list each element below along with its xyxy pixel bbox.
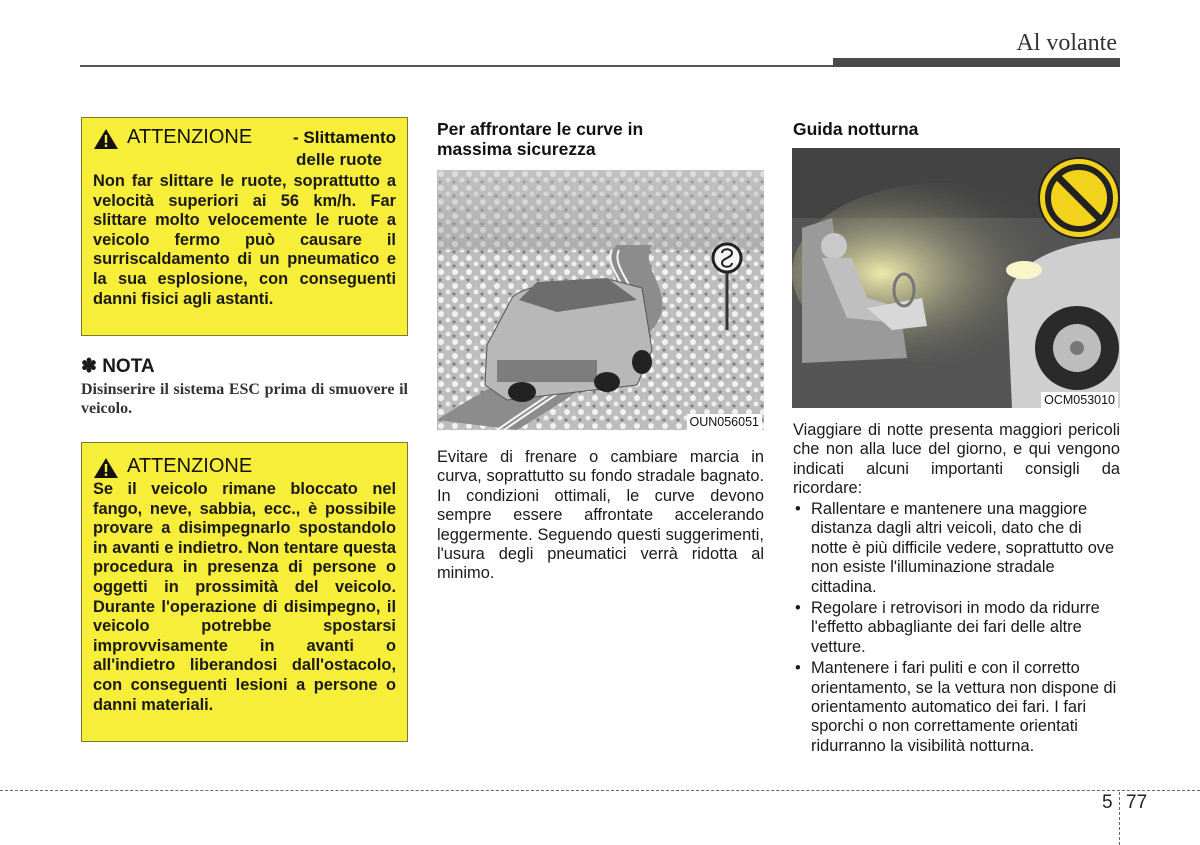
night-tips-list [793,500,1120,758]
note-title: ✽ NOTA [81,356,155,377]
night-intro: Viaggiare di notte presenta maggiori pericoli che non alla luce del giorno, e qui vengono indicati alcuni importanti consigli da ricordare: [793,421,1120,498]
chapter-number: 5 [1102,792,1113,813]
heading-line: massima sicurezza [437,139,596,159]
section-title: Al volante [1016,30,1117,56]
curve-road-image [437,170,764,430]
warning-body: Non far slittare le ruote, soprattutto a velocità superiori ai 56 km/h. Far slittare molto velocemente le ruote a veicolo fermo può causare il surriscaldamento di un pneumatico e la sua esplosione, con conseguenti danni fisici agli astanti. [93,172,396,308]
header-rule [80,65,840,67]
header-rule-thick [833,58,1120,67]
heading-line: Per affrontare le curve in [437,119,644,139]
warning-box-stuck [81,442,408,742]
warning-title: ATTENZIONE [127,455,253,477]
list-item: • Rallentare e mantenere una maggiore distanza dagli altri veicoli, dato che di notte è più difficile vedere, soprattutto ove non esiste l'illuminazione stradale cittadina. [793,500,1120,597]
curves-body: Evitare di frenare o cambiare marcia in curva, soprattutto su fondo stradale bagnato. In condizioni ottimali, le curve devono sempre essere affrontate accelerando leggermente. Seguendo questi suggerimenti, l'usura degli pneumatici verrà ridotta al minimo. [437,448,764,583]
warning-triangle-icon [93,128,119,150]
section-heading-curves [437,119,767,159]
no-entry-sign-icon [1039,158,1119,238]
warning-triangle-icon [93,457,119,479]
night-driving-illustration [792,148,1120,408]
warning-header [93,455,396,479]
figure-code: OCM053010 [1041,392,1118,408]
night-driving-image [792,148,1120,408]
warning-subtitle: - Slittamento [293,128,396,147]
warning-subtitle-2: delle ruote [296,150,382,169]
list-item: • Mantenere i fari puliti e con il corretto orientamento, se la vettura non dispone di orientamento automatico dei fari. I fari sporchi o non correttamente orientati ridurranno la visibilità notturna. [793,659,1120,756]
curve-road-illustration [437,170,764,430]
page-number: 77 [1126,792,1148,813]
figure-code: OUN056051 [687,414,763,430]
warning-body: Se il veicolo rimane bloccato nel fango, neve, sabbia, ecc., è possibile provare a disimpegnarlo spostandolo in avanti e indietro. Non tentare questa procedura in presenza di persone o oggetti in prossimità del veicolo. Durante l'operazione di disimpegno, il veicolo potrebbe spostarsi improvvisamente in avanti o all'indietro liberandosi dall'ostacolo, con conseguenti lesioni a persone o danni materiali. [93,480,396,714]
note-body: Disinserire il sistema ESC prima di smuovere il veicolo. [81,381,408,417]
warning-box-wheelspin [81,117,408,336]
footer-rule [0,790,1200,791]
warning-title: ATTENZIONE [127,126,253,148]
list-item: • Regolare i retrovisori in modo da ridurre l'effetto abbagliante dei fari delle altre vetture. [793,599,1120,657]
section-heading-night: Guida notturna [793,119,919,139]
warning-header [93,126,396,150]
footer-divider [1119,792,1120,845]
